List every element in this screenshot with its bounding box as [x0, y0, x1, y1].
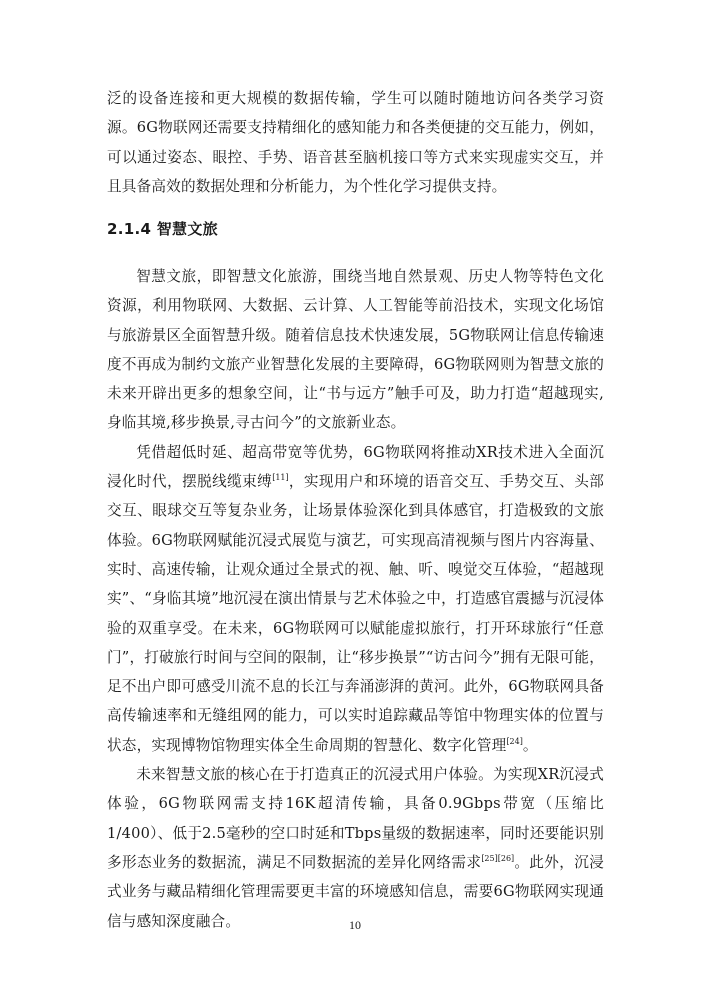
paragraph-3-text-a: 未来智慧文旅的核心在于打造真正的沉浸式用户体验。为实现XR沉浸式体验，6G物联网需支持16K超清传输，具备0.9Gbps带宽（压缩比1/400）、低于2.5毫秒的空口时延和Tbps量级的数据速率，同时还要能识别多形态业务的数据流，满足不同数据流的差异化网络需求: [107, 766, 604, 871]
paragraph-3-text-b: 。此外，沉浸式业务与藏品精细化管理需要更丰富的环境感知信息，需要6G物联网实现通信与感知深度融合。: [107, 853, 604, 930]
citation-24: [24]: [506, 736, 523, 746]
citation-11: [11]: [272, 473, 289, 483]
body-paragraph-1: 智慧文旅，即智慧文化旅游，围绕当地自然景观、历史人物等特色文化资源，利用物联网、大数据、云计算、人工智能等前沿技术，实现文化场馆与旅游景区全面智慧升级。随着信息技术快速发展，5G物联网让信息传输速度不再成为制约文旅产业智慧化发展的主要障碍，6G物联网则为智慧文旅的未来开辟出更多的想象空间，让“书与远方”触手可及，助力打造“超越现实,身临其境,移步换景,寻古问今”的文旅新业态。: [107, 268, 604, 432]
intro-paragraph-block: [107, 84, 604, 201]
paragraph-2-text-c: 。: [522, 736, 538, 754]
paragraph-2-text-b: ，实现用户和环境的语音交互、手势交互、头部交互、眼球交互等复杂业务，让场景体验深化到具体感官，打造极致的文旅体验。6G物联网赋能沉浸式展览与演艺，可实现高清视频与图片内容海量、实时、高速传输，让观众通过全景式的视、触、听、嗅觉交互体验，“超越现实”、“身临其境”地沉浸在演出情景与艺术体验之中，打造感官震撼与沉浸体验的双重享受。在未来，6G物联网可以赋能虚拟旅行，打开环球旅行“任意门”，打破旅行时间与空间的限制，让“移步换景”“访古问今”拥有无限可能，足不出户即可感受川流不息的长江与奔涌澎湃的黄河。此外，6G物联网具备高传输速率和无缝组网的能力，可以实时追踪藏品等馆中物理实体的位置与状态，实现博物馆物理实体全生命周期的智慧化、数字化管理: [107, 473, 605, 754]
section-heading: 2.1.4 智慧文旅: [107, 220, 218, 238]
paragraph-2-text-a: 凭借超低时延、超高带宽等优势，6G物联网将推动XR技术进入全面沉浸化时代，摆脱线缆束缚: [107, 443, 604, 491]
intro-paragraph: 泛的设备连接和更大规模的数据传输，学生可以随时随地访问各类学习资源。6G物联网还需要支持精细化的感知能力和各类便捷的交互能力，例如，可以通过姿态、眼控、手势、语音甚至脑机接口等方式来实现虚实交互，并且具备高效的数据处理和分析能力，为个性化学习提供支持。: [107, 90, 604, 195]
body-paragraph-2: [107, 438, 604, 760]
citation-25-26: [25][26]: [481, 853, 515, 863]
body-text-block: [107, 262, 604, 936]
body-paragraph-3: [107, 760, 604, 936]
page-number: 10: [349, 918, 361, 932]
